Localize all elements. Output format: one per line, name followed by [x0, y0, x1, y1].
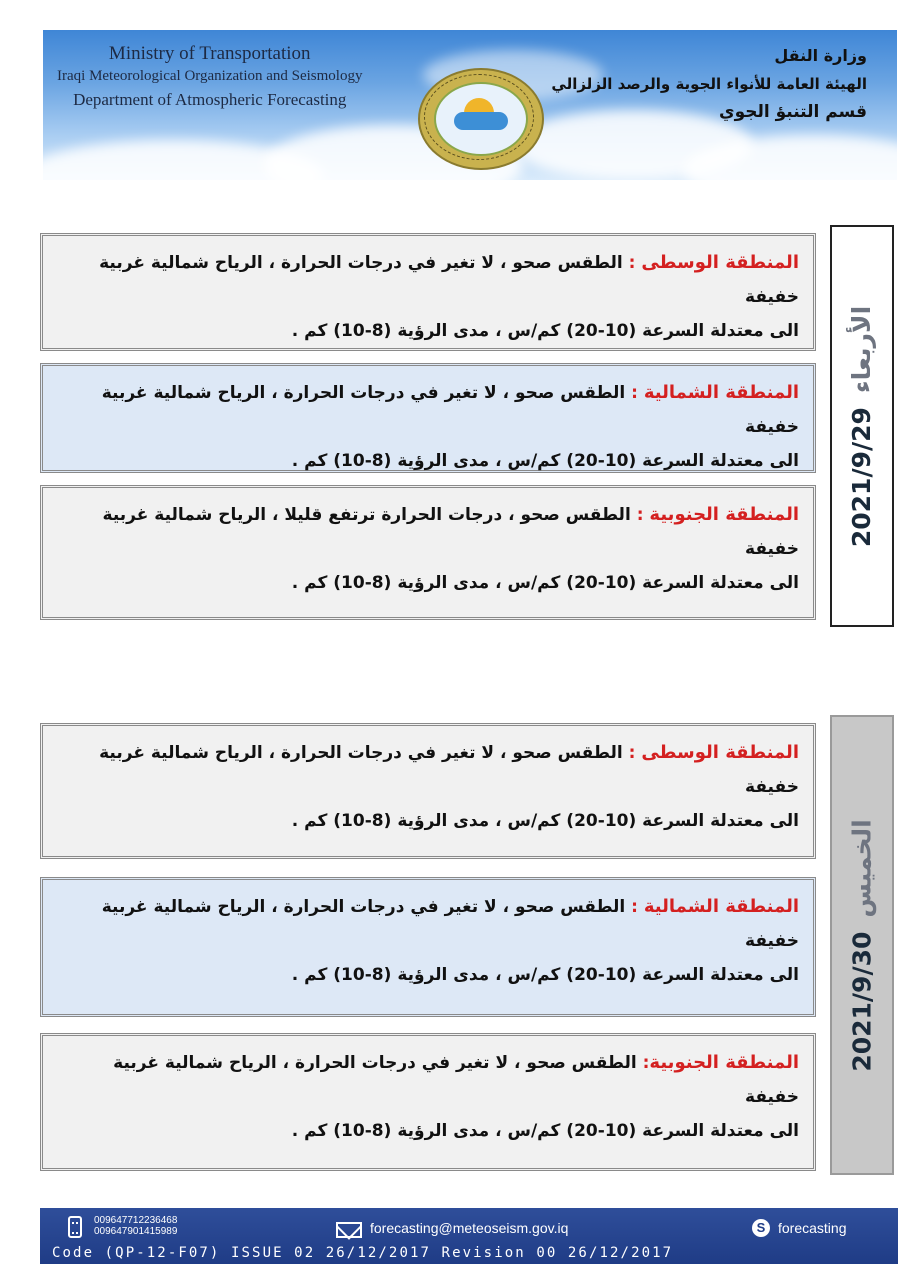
- forecast-line-2: الى معتدلة السرعة (10-20) كم/س ، مدى الرؤية (8-10) كم .: [291, 321, 799, 341]
- skype-icon: S: [752, 1219, 770, 1237]
- mail-icon: [336, 1222, 362, 1238]
- header-banner: [43, 30, 897, 180]
- forecast-box-central: [40, 233, 816, 351]
- day-date: 2021/9/29: [847, 406, 877, 547]
- header-arabic: [551, 42, 867, 126]
- region-label: المنطقة الجنوبية: [649, 504, 799, 525]
- region-separator: :: [630, 505, 650, 525]
- forecast-line-2: الى معتدلة السرعة (10-20) كم/س ، مدى الرؤية (8-10) كم .: [291, 451, 799, 471]
- forecast-box-southern: [40, 485, 816, 620]
- forecast-box-northern: [40, 363, 816, 473]
- forecast-day-2: [40, 715, 894, 1175]
- document-code-line: Code (QP-12-F07) ISSUE 02 26/12/2017 Revision 00 26/12/2017: [52, 1245, 674, 1261]
- day-label-2: [830, 715, 894, 1175]
- forecast-line-2: الى معتدلة السرعة (10-20) كم/س ، مدى الرؤية (8-10) كم .: [291, 811, 799, 831]
- region-label: المنطقة الجنوبية: [649, 1052, 799, 1073]
- forecast-line-1: الطقس صحو ، لا تغير في درجات الحرارة ، الرياح شمالية غربية خفيفة: [99, 743, 799, 797]
- phone-number-2: 009647901415989: [94, 1226, 178, 1237]
- region-label: المنطقة الشمالية: [643, 382, 799, 403]
- forecast-line-2: الى معتدلة السرعة (10-20) كم/س ، مدى الرؤية (8-10) كم .: [291, 573, 799, 593]
- day-label-1: [830, 225, 894, 627]
- forecast-box-southern: [40, 1033, 816, 1171]
- ministry-name-en: Ministry of Transportation: [108, 43, 311, 64]
- day-date: 2021/9/30: [847, 931, 877, 1072]
- forecast-line-1: الطقس صحو ، لا تغير في درجات الحرارة ، الرياح شمالية غربية خفيفة: [113, 1053, 799, 1107]
- region-separator: :: [636, 1053, 650, 1073]
- region-label: المنطقة الوسطى: [641, 252, 799, 273]
- region-separator: :: [622, 743, 642, 763]
- header-english: [57, 42, 362, 111]
- forecast-box-northern: [40, 877, 816, 1017]
- meteorology-seal-icon: [418, 68, 544, 170]
- forecast-box-central: [40, 723, 816, 859]
- forecast-line-2: الى معتدلة السرعة (10-20) كم/س ، مدى الرؤية (8-10) كم .: [291, 965, 799, 985]
- forecast-line-1: الطقس صحو ، درجات الحرارة ترتفع قليلا ، الرياح شمالية غربية خفيفة: [102, 505, 799, 559]
- phone-number-1: 009647712236468: [94, 1215, 178, 1226]
- ministry-name-ar: وزارة النقل: [774, 46, 867, 65]
- forecast-line-2: الى معتدلة السرعة (10-20) كم/س ، مدى الرؤية (8-10) كم .: [291, 1121, 799, 1141]
- phone-icon: [68, 1216, 82, 1238]
- forecast-line-1: الطقس صحو ، لا تغير في درجات الحرارة ، الرياح شمالية غربية خفيفة: [101, 897, 799, 951]
- day-name: الأربعاء: [847, 305, 877, 393]
- footer-bar: [40, 1208, 898, 1264]
- email-address: forecasting@meteoseism.gov.iq: [370, 1220, 569, 1236]
- department-name-ar: قسم التنبؤ الجوي: [719, 102, 867, 122]
- region-separator: :: [625, 383, 644, 403]
- region-separator: :: [625, 897, 644, 917]
- region-separator: :: [622, 253, 642, 273]
- forecast-day-1: [40, 225, 894, 627]
- region-label: المنطقة الوسطى: [641, 742, 799, 763]
- forecast-line-1: الطقس صحو ، لا تغير في درجات الحرارة ، الرياح شمالية غربية خفيفة: [101, 383, 799, 437]
- organization-name-ar: الهيئة العامة للأنواء الجوية والرصد الزلزالي: [551, 75, 867, 93]
- department-name-en: Department of Atmospheric Forecasting: [73, 90, 347, 109]
- region-label: المنطقة الشمالية: [643, 896, 799, 917]
- organization-name-en: Iraqi Meteorological Organization and Seismology: [57, 68, 363, 84]
- day-name: الخميس: [847, 818, 877, 918]
- phone-numbers: [94, 1215, 177, 1237]
- skype-handle: forecasting: [778, 1220, 847, 1236]
- forecast-line-1: الطقس صحو ، لا تغير في درجات الحرارة ، الرياح شمالية غربية خفيفة: [99, 253, 799, 307]
